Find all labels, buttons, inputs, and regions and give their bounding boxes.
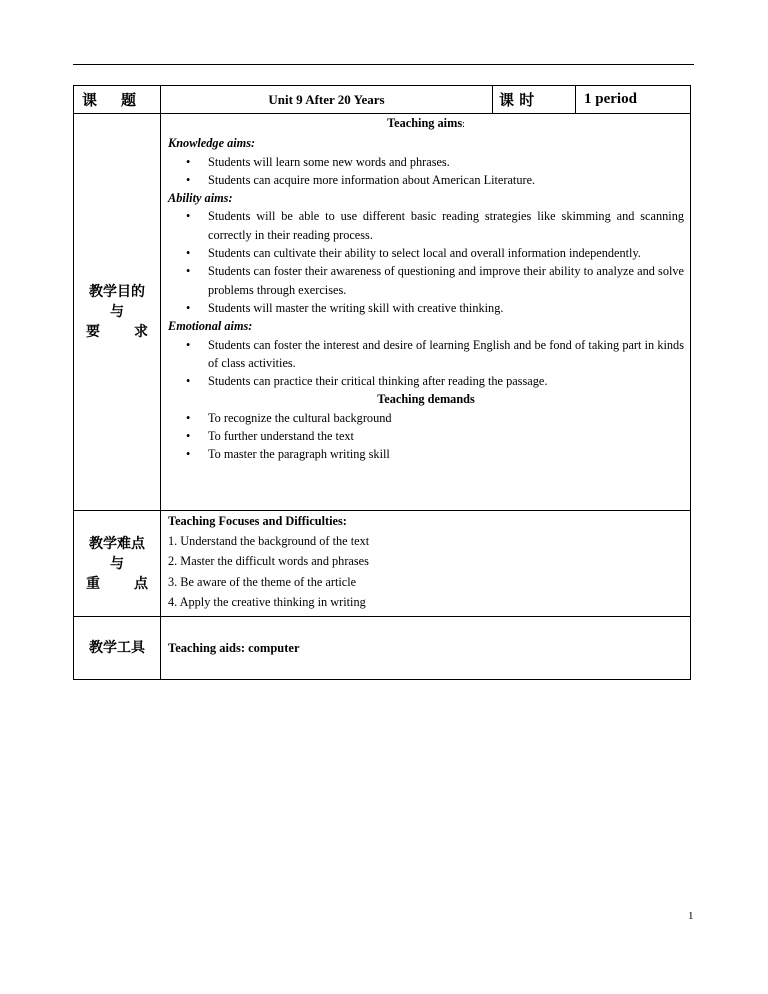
bullet-item [168,427,684,445]
ability-aims-heading: Ability aims: [168,191,233,206]
bullet-item [168,171,684,189]
focus-item: 1. Understand the background of the text [168,534,370,548]
bullet-text: Students will master the writing skill with creative thinking. [208,300,504,315]
bullet-item [168,336,684,373]
bullet-icon: • [186,429,191,444]
focus-side-line2: 与 [110,555,124,572]
focus-side-label [74,511,161,617]
bullet-text: Students can practice their critical thinking after reading the passage. [208,374,548,389]
lesson-plan-table [73,85,691,680]
bullet-icon: • [186,447,191,462]
topic-label: 课 题 [74,86,161,114]
bullet-icon: • [186,246,191,261]
teaching-demands-list [168,409,684,464]
bullet-item [168,153,684,171]
bullet-text: Students can foster their awareness of questioning and improve their ability to analyze and solve problems through exercises. [208,264,684,297]
bullet-item [168,262,684,299]
bullet-icon: • [186,172,191,187]
ability-aims-list [168,207,684,317]
bullet-text: Students will learn some new words and phrases. [208,154,450,169]
page-number: 1 [688,910,694,922]
bullet-item [168,372,684,390]
bullet-icon: • [186,410,191,425]
tools-content: Teaching aids: computer [161,617,691,680]
bullet-item [168,207,684,244]
focus-content [161,511,691,617]
focus-heading: Teaching Focuses and Difficulties: [168,514,347,528]
bullet-icon: • [186,374,191,389]
aims-side-label [74,114,161,511]
teaching-aims-heading: Teaching aims: [387,116,465,130]
bullet-text: To further understand the text [208,429,354,444]
bullet-icon: • [186,300,191,315]
knowledge-aims-list [168,153,684,190]
focus-item: 3. Be aware of the theme of the article [168,574,357,589]
bullet-item [168,445,684,463]
header-row [74,86,691,114]
aims-content [161,114,691,511]
bullet-item [168,409,684,427]
bullet-text: To master the paragraph writing skill [208,447,390,462]
bullet-text: Students can foster the interest and desire of learning English and be fond of taking part in kinds of class activities. [208,337,684,370]
bullet-item [168,244,684,262]
aims-row [74,114,691,511]
top-rule [73,64,694,65]
aims-side-line1: 教学目的 [89,284,145,300]
tools-side-label: 教学工具 [74,617,161,680]
teaching-demands-heading: Teaching demands [377,392,475,407]
bullet-icon: • [186,337,191,352]
lesson-title: Unit 9 After 20 Years [161,86,493,114]
period-value: 1 period [576,86,691,114]
focus-item: 2. Master the difficult words and phrases [168,554,369,569]
bullet-icon: • [186,264,191,279]
bullet-icon: • [186,209,191,224]
bullet-icon: • [186,154,191,169]
bullet-text: Students will be able to use different basic reading strategies like skimming and scanning correctly in their reading process. [208,209,684,242]
bullet-item [168,299,684,317]
tools-row [74,617,691,680]
bullet-text: Students can acquire more information about American Literature. [208,172,536,187]
bullet-text: To recognize the cultural background [208,410,392,425]
aims-side-line3: 要 求 [86,324,148,340]
bullet-text: Students can cultivate their ability to select local and overall information independently. [208,246,641,261]
focus-side-line1: 教学难点 [89,535,145,552]
emotional-aims-heading: Emotional aims: [168,319,253,334]
aims-side-line2: 与 [110,304,124,320]
focus-item: 4. Apply the creative thinking in writing [168,594,366,609]
focus-side-line3: 重 点 [86,575,148,592]
focus-row [74,511,691,617]
knowledge-aims-heading: Knowledge aims: [168,136,256,151]
emotional-aims-list [168,336,684,391]
period-label: 课 时 [493,86,576,114]
